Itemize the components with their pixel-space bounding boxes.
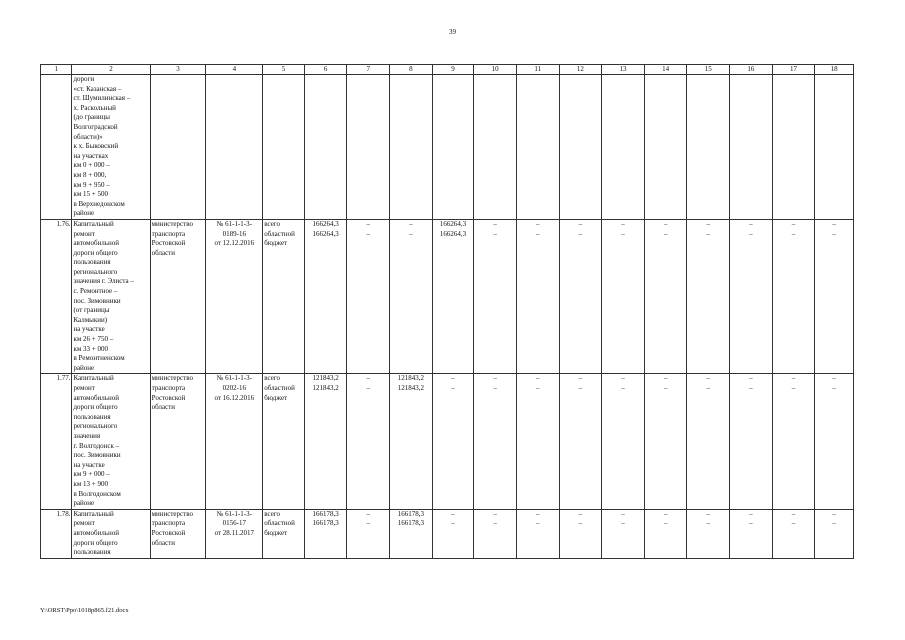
amount-total: 121843,2 (312, 374, 339, 383)
amount-total: – (706, 374, 711, 383)
amount-cell (730, 219, 773, 374)
document-cell (206, 509, 263, 558)
amount-total: – (366, 374, 371, 383)
amount-regional-budget: – (621, 519, 625, 528)
column-number: 10 (474, 65, 517, 75)
text-line: дороги общего (73, 248, 118, 257)
text-line: бюджет (264, 528, 288, 537)
text-line: 0189-16 (222, 229, 246, 238)
amount-cell (474, 219, 517, 374)
text-line: с. Ремонтное – (73, 287, 118, 296)
text-line: пос. Зимовники (73, 451, 121, 460)
column-number: 12 (559, 65, 602, 75)
text-line: значения г. Элиста – (73, 277, 134, 286)
text-line: от 16.12.2016 (214, 393, 255, 402)
text-line: (от границы (73, 306, 110, 315)
amount-cell (432, 219, 474, 374)
amount-total: 121843,2 (397, 374, 425, 383)
amount-total: 166264,3 (312, 219, 339, 228)
text-line: км 0 + 000 – (73, 161, 110, 170)
amount-regional-budget: – (663, 519, 668, 528)
amount-regional-budget: 166178,3 (397, 519, 425, 528)
amount-regional-budget: – (663, 229, 668, 238)
amount-total: – (621, 374, 625, 383)
text-line: транспорта (151, 384, 186, 392)
text-line: км 9 + 950 – (73, 180, 110, 189)
amount-total: 166178,3 (312, 509, 339, 518)
text-line: в Ремонтненском (73, 354, 125, 363)
text-line: Капитальный (73, 219, 114, 228)
amount-regional-budget: 121843,2 (397, 384, 425, 392)
text-line: Капитальный (73, 509, 114, 518)
text-line: км 15 + 500 (73, 190, 108, 199)
amount-regional-budget: – (749, 229, 753, 238)
text-line: Ростовской (151, 239, 186, 248)
amount-total: – (493, 374, 497, 383)
text-line: ремонт (73, 229, 95, 238)
amount-total: – (663, 509, 668, 518)
object-name-cell (72, 219, 150, 374)
text-line: области (151, 248, 175, 257)
text-line: области (151, 538, 175, 547)
amount-regional-budget: – (493, 519, 497, 528)
column-number: 8 (390, 65, 433, 75)
amount-total: – (451, 509, 455, 518)
amount-regional-budget: – (621, 384, 625, 392)
amount-regional-budget: – (749, 519, 753, 528)
text-line: транспорта (151, 229, 186, 238)
document-cell (206, 374, 263, 509)
amount-regional-budget: – (791, 384, 796, 392)
amount-regional-budget: – (663, 384, 668, 392)
amount-cell (815, 219, 854, 374)
text-line: км 13 + 900 (73, 479, 108, 488)
amount-total: – (536, 509, 540, 518)
amount-cell (304, 509, 347, 558)
amount-cell (347, 374, 390, 509)
document-cell (206, 219, 263, 374)
text-line: автомобильной (73, 393, 119, 402)
text-line: Ростовской (151, 528, 186, 537)
amount-regional-budget: – (366, 384, 371, 392)
column-number: 15 (687, 65, 730, 75)
amount-total: – (578, 219, 583, 228)
text-line: районе (73, 209, 95, 218)
column-number-row (41, 65, 854, 75)
text-line: дороги общего (73, 538, 118, 547)
amount-total: – (578, 374, 583, 383)
amount-total: – (832, 509, 836, 518)
text-line: к х. Быковский (73, 142, 119, 151)
amount-total: – (791, 219, 796, 228)
text-line: км 33 + 000 (73, 344, 108, 353)
amount-cell (730, 509, 773, 558)
text-line: х. Раскольный (73, 103, 116, 112)
text-line: регионального (73, 267, 118, 276)
text-line: областной (264, 384, 295, 392)
text-line: № 61-1-1-3- (216, 219, 252, 228)
amount-total: – (621, 219, 625, 228)
text-line: км 9 + 000 – (73, 470, 110, 479)
amount-total: – (791, 509, 796, 518)
amount-regional-budget: – (832, 384, 836, 392)
amount-total: – (706, 509, 711, 518)
amount-regional-budget: – (493, 384, 497, 392)
amount-total: – (663, 374, 668, 383)
amount-total: – (749, 509, 753, 518)
column-number: 6 (304, 65, 347, 75)
amount-cell (474, 509, 517, 558)
text-line: в Волгодонском (73, 489, 121, 498)
amount-total: – (536, 374, 540, 383)
amount-regional-budget: 121843,2 (312, 384, 339, 392)
funding-source-cell (263, 509, 305, 558)
amount-cell (559, 219, 602, 374)
text-line: Волгоградской (73, 122, 118, 131)
text-line: регионального (73, 422, 118, 431)
amount-cell (644, 374, 687, 509)
amount-total: – (621, 509, 625, 518)
amount-total: – (663, 219, 668, 228)
text-line: 0202-16 (222, 384, 246, 392)
text-line: ремонт (73, 519, 95, 528)
text-line: км 26 + 750 – (73, 335, 114, 344)
text-line: (до границы (73, 113, 111, 122)
amount-cell (730, 374, 773, 509)
table-row (41, 509, 854, 558)
amount-cell (602, 219, 645, 374)
funding-source-total: всего (264, 219, 280, 228)
budget-table (40, 64, 854, 559)
amount-cell (304, 219, 347, 374)
column-number: 11 (516, 65, 559, 75)
amount-regional-budget: 166264,3 (312, 229, 339, 238)
table-row (41, 219, 854, 374)
amount-total: – (366, 509, 371, 518)
executor-cell (150, 374, 206, 509)
text-line: районе (73, 363, 95, 372)
amount-regional-budget: – (451, 519, 455, 528)
amount-total: – (578, 509, 583, 518)
text-line: от 12.12.2016 (214, 239, 255, 248)
amount-total: – (366, 219, 371, 228)
funding-source-total: всего (264, 374, 280, 383)
text-line: в Верхнедонском (73, 199, 125, 208)
column-number: 2 (72, 65, 150, 75)
column-number: 5 (263, 65, 305, 75)
column-number: 3 (150, 65, 206, 75)
text-line: министерство (151, 374, 193, 383)
column-number: 7 (347, 65, 390, 75)
amount-total: – (536, 219, 540, 228)
amount-total: – (493, 509, 497, 518)
funding-source-cell (263, 219, 305, 374)
text-line: км 8 + 000, (73, 170, 107, 179)
column-number: 1 (41, 65, 72, 75)
amount-regional-budget: – (536, 519, 540, 528)
amount-regional-budget: – (706, 519, 711, 528)
column-number: 16 (730, 65, 773, 75)
text-line: пользования (73, 548, 111, 557)
amount-cell (644, 509, 687, 558)
amount-cell (559, 509, 602, 558)
amount-regional-budget: 166178,3 (312, 519, 339, 528)
amount-cell (815, 509, 854, 558)
text-line: бюджет (264, 239, 288, 248)
amount-cell (687, 219, 730, 374)
funding-source-total: всего (264, 509, 280, 518)
amount-regional-budget: – (493, 229, 497, 238)
amount-total: – (706, 219, 711, 228)
text-line: Калмыкии) (73, 315, 108, 324)
continuation-row (41, 75, 854, 220)
text-line: на участке (73, 325, 105, 334)
amount-cell (772, 509, 815, 558)
text-line: Капитальный (73, 374, 114, 383)
amount-regional-budget: – (536, 229, 540, 238)
amount-regional-budget: – (621, 229, 625, 238)
amount-cell (687, 509, 730, 558)
amount-regional-budget: – (832, 229, 836, 238)
column-number: 18 (815, 65, 854, 75)
executor-cell (150, 219, 206, 374)
amount-cell (432, 509, 474, 558)
amount-cell (559, 374, 602, 509)
text-line: министерство (151, 219, 193, 228)
row-number: 1.76. (41, 219, 72, 374)
amount-regional-budget: – (791, 519, 796, 528)
column-number: 9 (432, 65, 474, 75)
amount-cell (304, 374, 347, 509)
amount-regional-budget: – (409, 229, 413, 238)
text-line: областной (264, 229, 295, 238)
text-line: области)» (73, 132, 103, 141)
amount-cell (602, 374, 645, 509)
amount-total: – (451, 374, 455, 383)
column-number: 17 (772, 65, 815, 75)
row-number: 1.77. (41, 374, 72, 509)
amount-total: – (832, 219, 836, 228)
column-number: 14 (644, 65, 687, 75)
row-number: 1.78. (41, 509, 72, 558)
amount-regional-budget: – (706, 384, 711, 392)
amount-cell (474, 374, 517, 509)
text-line: пользования (73, 258, 111, 267)
amount-cell (347, 509, 390, 558)
object-name-cell (72, 374, 150, 509)
amount-cell (432, 374, 474, 509)
amount-cell (815, 374, 854, 509)
text-line: автомобильной (73, 528, 119, 537)
amount-regional-budget: – (706, 229, 711, 238)
text-line: Ростовской (151, 393, 186, 402)
amount-total: 166178,3 (397, 509, 425, 518)
text-line: от 28.11.2017 (214, 528, 255, 537)
amount-total: – (791, 374, 796, 383)
text-line: «ст. Казанская – (73, 84, 122, 93)
text-line: областной (264, 519, 295, 528)
amount-cell (602, 509, 645, 558)
text-line: г. Волгодонск – (73, 441, 120, 450)
file-path-footer: Y:\ORST\Ppo\1018p865.f21.docx (40, 607, 129, 614)
text-line: автомобильной (73, 239, 119, 248)
amount-total: – (409, 219, 413, 228)
amount-cell (644, 219, 687, 374)
amount-cell (516, 219, 559, 374)
text-line: министерство (151, 509, 193, 518)
page-number: 39 (449, 28, 456, 36)
text-line: дороги (73, 75, 95, 83)
funding-source-cell (263, 374, 305, 509)
text-line: транспорта (151, 519, 186, 528)
amount-cell (390, 374, 433, 509)
amount-regional-budget: – (578, 229, 583, 238)
amount-regional-budget: – (366, 229, 371, 238)
text-line: пользования (73, 412, 111, 421)
text-line: на участках (73, 151, 109, 160)
amount-regional-budget: – (366, 519, 371, 528)
object-name-cell (72, 509, 150, 558)
text-line: дороги общего (73, 403, 118, 412)
amount-total: – (493, 219, 497, 228)
amount-total: – (749, 374, 753, 383)
text-line: ст. Шумилинская – (73, 94, 131, 103)
amount-cell (516, 374, 559, 509)
executor-cell (150, 509, 206, 558)
amount-cell (687, 374, 730, 509)
amount-total: 166264,3 (439, 219, 467, 228)
amount-cell (772, 219, 815, 374)
amount-regional-budget: – (749, 384, 753, 392)
amount-regional-budget: – (451, 384, 455, 392)
amount-total: – (749, 219, 753, 228)
column-number: 4 (206, 65, 263, 75)
amount-cell (390, 219, 433, 374)
text-line: бюджет (264, 393, 288, 402)
text-line: № 61-1-1-3- (216, 374, 252, 383)
text-line: 0156-17 (222, 519, 246, 528)
amount-cell (347, 219, 390, 374)
column-number: 13 (602, 65, 645, 75)
amount-regional-budget: 166264,3 (439, 229, 467, 238)
amount-regional-budget: – (791, 229, 796, 238)
text-line: ремонт (73, 384, 95, 392)
text-line: пос. Зимовники (73, 296, 121, 305)
text-line: на участке (73, 460, 105, 469)
amount-cell (516, 509, 559, 558)
amount-cell (772, 374, 815, 509)
amount-regional-budget: – (536, 384, 540, 392)
amount-regional-budget: – (832, 519, 836, 528)
amount-regional-budget: – (578, 384, 583, 392)
table-row (41, 374, 854, 509)
text-line: № 61-1-1-3- (216, 509, 252, 518)
text-line: районе (73, 499, 95, 508)
amount-total: – (832, 374, 836, 383)
amount-regional-budget: – (578, 519, 583, 528)
text-line: области (151, 403, 175, 412)
amount-cell (390, 509, 433, 558)
text-line: значения (73, 431, 101, 440)
object-name-cell (72, 75, 150, 220)
